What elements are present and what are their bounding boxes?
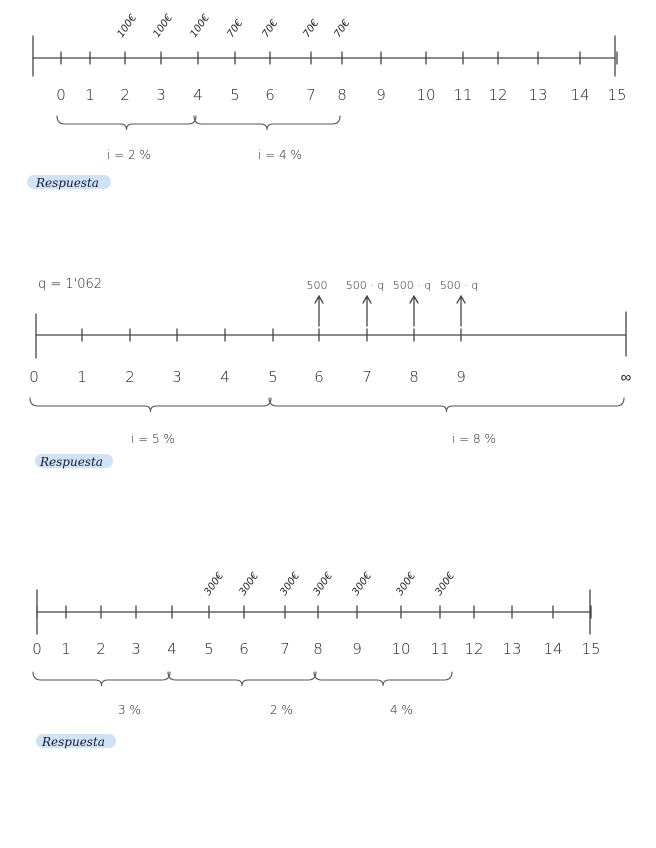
tick-label: 7 [362, 368, 372, 386]
interest-brace [314, 672, 452, 686]
tick-label: 3 [131, 640, 141, 658]
tick-label: 2 [125, 368, 135, 386]
timeline-2-answer-badge[interactable] [35, 454, 113, 469]
timeline-2-arrows [307, 279, 479, 326]
interest-rate-label: 2 % [270, 703, 293, 717]
tick-label: 15 [607, 86, 627, 104]
timeline-3-answer-badge[interactable] [36, 734, 116, 749]
interest-rate-label: i = 4 % [258, 148, 302, 162]
tick-label: 0 [29, 368, 39, 386]
payment-arrow [440, 279, 478, 326]
q-note: q = 1'062 [38, 277, 103, 292]
tick-label: 13 [502, 640, 522, 658]
tick-label: 3 [156, 86, 166, 104]
interest-brace [168, 672, 316, 686]
payment-label: 300€ [311, 570, 336, 598]
tick-label: 1 [77, 368, 87, 386]
tick-label: 9 [352, 640, 362, 658]
tick-label: 8 [337, 86, 347, 104]
payment-label: 70€ [225, 17, 246, 40]
interest-rate-label: i = 2 % [107, 148, 151, 162]
payment-label: 70€ [301, 17, 322, 40]
payment-label: 300€ [278, 570, 303, 598]
timeline-2-ticks [29, 329, 631, 386]
tick-label: 10 [391, 640, 411, 658]
payment-label: 70€ [332, 17, 353, 40]
tick-label: 0 [32, 640, 42, 658]
tick-label: 5 [268, 368, 278, 386]
tick-label: 7 [306, 86, 316, 104]
arrow-label: 500 [306, 279, 328, 292]
timeline-3 [32, 570, 600, 749]
tick-label: 8 [409, 368, 419, 386]
tick-label: 6 [265, 86, 275, 104]
tick-label: 12 [488, 86, 508, 104]
payment-arrow [393, 279, 431, 326]
payment-label: 100€ [188, 12, 213, 40]
tick-label: ∞ [620, 368, 632, 386]
tick-label: 0 [56, 86, 66, 104]
timeline-2-braces [30, 398, 624, 446]
interest-brace [269, 398, 624, 412]
tick-label: 9 [376, 86, 386, 104]
timeline-3-payments [202, 570, 457, 598]
payment-label: 300€ [202, 570, 227, 598]
arrow-label: 500 · q [392, 279, 432, 292]
interest-rate-label: i = 8 % [452, 432, 496, 446]
answer-label: Respuesta [36, 176, 99, 190]
interest-rate-label: 4 % [390, 703, 413, 717]
tick-label: 12 [464, 640, 484, 658]
payment-label: 300€ [350, 570, 375, 598]
timeline-1-braces [57, 116, 340, 162]
tick-label: 15 [581, 640, 601, 658]
interest-brace [194, 116, 340, 130]
arrow-label: 500 · q [439, 279, 479, 292]
payment-label: 70€ [260, 17, 281, 40]
timeline-3-ticks [32, 606, 600, 658]
tick-label: 5 [204, 640, 214, 658]
tick-label: 7 [280, 640, 290, 658]
payment-label: 300€ [433, 570, 458, 598]
tick-label: 4 [193, 86, 203, 104]
interest-brace [33, 672, 170, 686]
tick-label: 14 [570, 86, 590, 104]
timeline-1-payments [115, 12, 352, 40]
timeline-3-braces [33, 672, 452, 717]
tick-label: 6 [239, 640, 249, 658]
interest-brace [30, 398, 271, 412]
timeline-1-answer-badge[interactable] [27, 175, 111, 190]
payment-label: 100€ [115, 12, 140, 40]
timeline-2 [29, 277, 631, 469]
tick-label: 11 [430, 640, 450, 658]
tick-label: 14 [543, 640, 563, 658]
answer-label: Respuesta [42, 735, 105, 749]
timeline-1-ticks [56, 52, 626, 104]
arrow-label: 500 · q [345, 279, 385, 292]
tick-label: 9 [456, 368, 466, 386]
answer-label: Respuesta [40, 455, 103, 469]
tick-label: 2 [120, 86, 130, 104]
payment-arrow [346, 279, 384, 326]
tick-label: 3 [172, 368, 182, 386]
tick-label: 5 [230, 86, 240, 104]
interest-rate-label: i = 5 % [131, 432, 175, 446]
payment-label: 100€ [151, 12, 176, 40]
tick-label: 10 [416, 86, 436, 104]
interest-brace [57, 116, 196, 130]
tick-label: 11 [453, 86, 473, 104]
tick-label: 1 [85, 86, 95, 104]
tick-label: 13 [528, 86, 548, 104]
tick-label: 6 [314, 368, 324, 386]
payment-arrow [307, 279, 328, 326]
tick-label: 2 [96, 640, 106, 658]
tick-label: 8 [313, 640, 323, 658]
payment-label: 300€ [237, 570, 262, 598]
tick-label: 1 [61, 640, 71, 658]
timeline-1 [27, 12, 627, 190]
payment-label: 300€ [394, 570, 419, 598]
interest-rate-label: 3 % [118, 703, 141, 717]
tick-label: 4 [167, 640, 177, 658]
tick-label: 4 [220, 368, 230, 386]
